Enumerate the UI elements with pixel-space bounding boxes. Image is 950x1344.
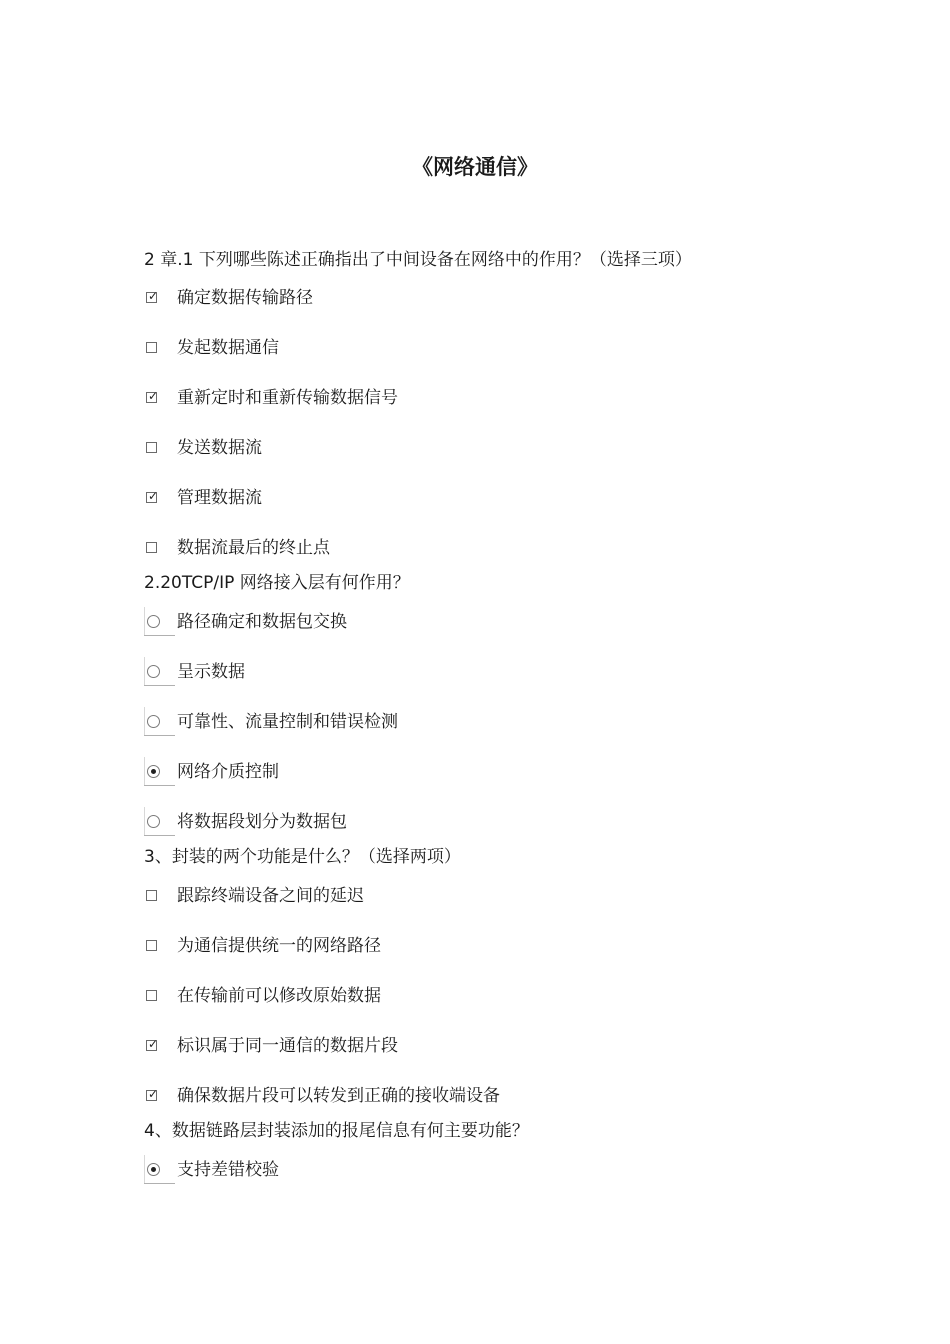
radio-unselected[interactable]	[147, 815, 160, 828]
checkbox-checked[interactable]	[146, 1037, 159, 1051]
option-label: 路径确定和数据包交换	[177, 612, 347, 632]
option-label: 发起数据通信	[177, 338, 279, 358]
checkbox-unchecked[interactable]	[146, 890, 157, 901]
document-title: 《网络通信》	[412, 155, 538, 179]
option-label: 标识属于同一通信的数据片段	[177, 1036, 398, 1056]
option-label: 发送数据流	[177, 438, 262, 458]
question-2-text: 2.20TCP/IP 网络接入层有何作用？	[144, 573, 410, 593]
check-mark-icon: ✓	[148, 389, 159, 403]
radio-unselected[interactable]	[147, 615, 160, 628]
question-4-text: 4、数据链路层封装添加的报尾信息有何主要功能？	[144, 1121, 529, 1141]
option-label: 呈示数据	[177, 662, 245, 682]
option-label: 支持差错校验	[177, 1160, 279, 1180]
option-label: 管理数据流	[177, 488, 262, 508]
option-label: 在传输前可以修改原始数据	[177, 986, 381, 1006]
checkbox-unchecked[interactable]	[146, 442, 157, 453]
checkbox-unchecked[interactable]	[146, 342, 157, 353]
checkbox-unchecked[interactable]	[146, 990, 157, 1001]
checkbox-unchecked[interactable]	[146, 542, 157, 553]
question-1-text: 2 章.1 下列哪些陈述正确指出了中间设备在网络中的作用？（选择三项）	[144, 250, 692, 270]
option-label: 数据流最后的终止点	[177, 538, 330, 558]
option-label: 网络介质控制	[177, 762, 279, 782]
checkbox-checked[interactable]	[146, 489, 159, 503]
radio-frame	[144, 607, 174, 636]
check-mark-icon: ✓	[148, 1087, 159, 1101]
checkbox-checked[interactable]	[146, 1087, 159, 1101]
checkbox-checked[interactable]	[146, 389, 159, 403]
radio-selected[interactable]	[147, 765, 160, 778]
option-label: 确定数据传输路径	[177, 288, 313, 308]
option-label: 重新定时和重新传输数据信号	[177, 388, 398, 408]
option-label: 确保数据片段可以转发到正确的接收端设备	[177, 1086, 500, 1106]
radio-frame	[144, 657, 174, 686]
radio-frame	[144, 757, 174, 786]
check-mark-icon: ✓	[148, 1037, 159, 1051]
radio-unselected[interactable]	[147, 715, 160, 728]
option-label: 可靠性、流量控制和错误检测	[177, 712, 398, 732]
question-3-text: 3、封装的两个功能是什么？（选择两项）	[144, 847, 461, 867]
radio-selected[interactable]	[147, 1163, 160, 1176]
check-mark-icon: ✓	[148, 489, 159, 503]
checkbox-unchecked[interactable]	[146, 940, 157, 951]
radio-unselected[interactable]	[147, 665, 160, 678]
radio-frame	[144, 807, 174, 836]
radio-dot-icon	[151, 1167, 156, 1172]
option-label: 跟踪终端设备之间的延迟	[177, 886, 364, 906]
option-label: 将数据段划分为数据包	[177, 812, 347, 832]
checkbox-checked[interactable]	[146, 289, 159, 303]
radio-frame	[144, 707, 174, 736]
check-mark-icon: ✓	[148, 289, 159, 303]
option-label: 为通信提供统一的网络路径	[177, 936, 381, 956]
radio-dot-icon	[151, 769, 156, 774]
radio-frame	[144, 1155, 174, 1184]
